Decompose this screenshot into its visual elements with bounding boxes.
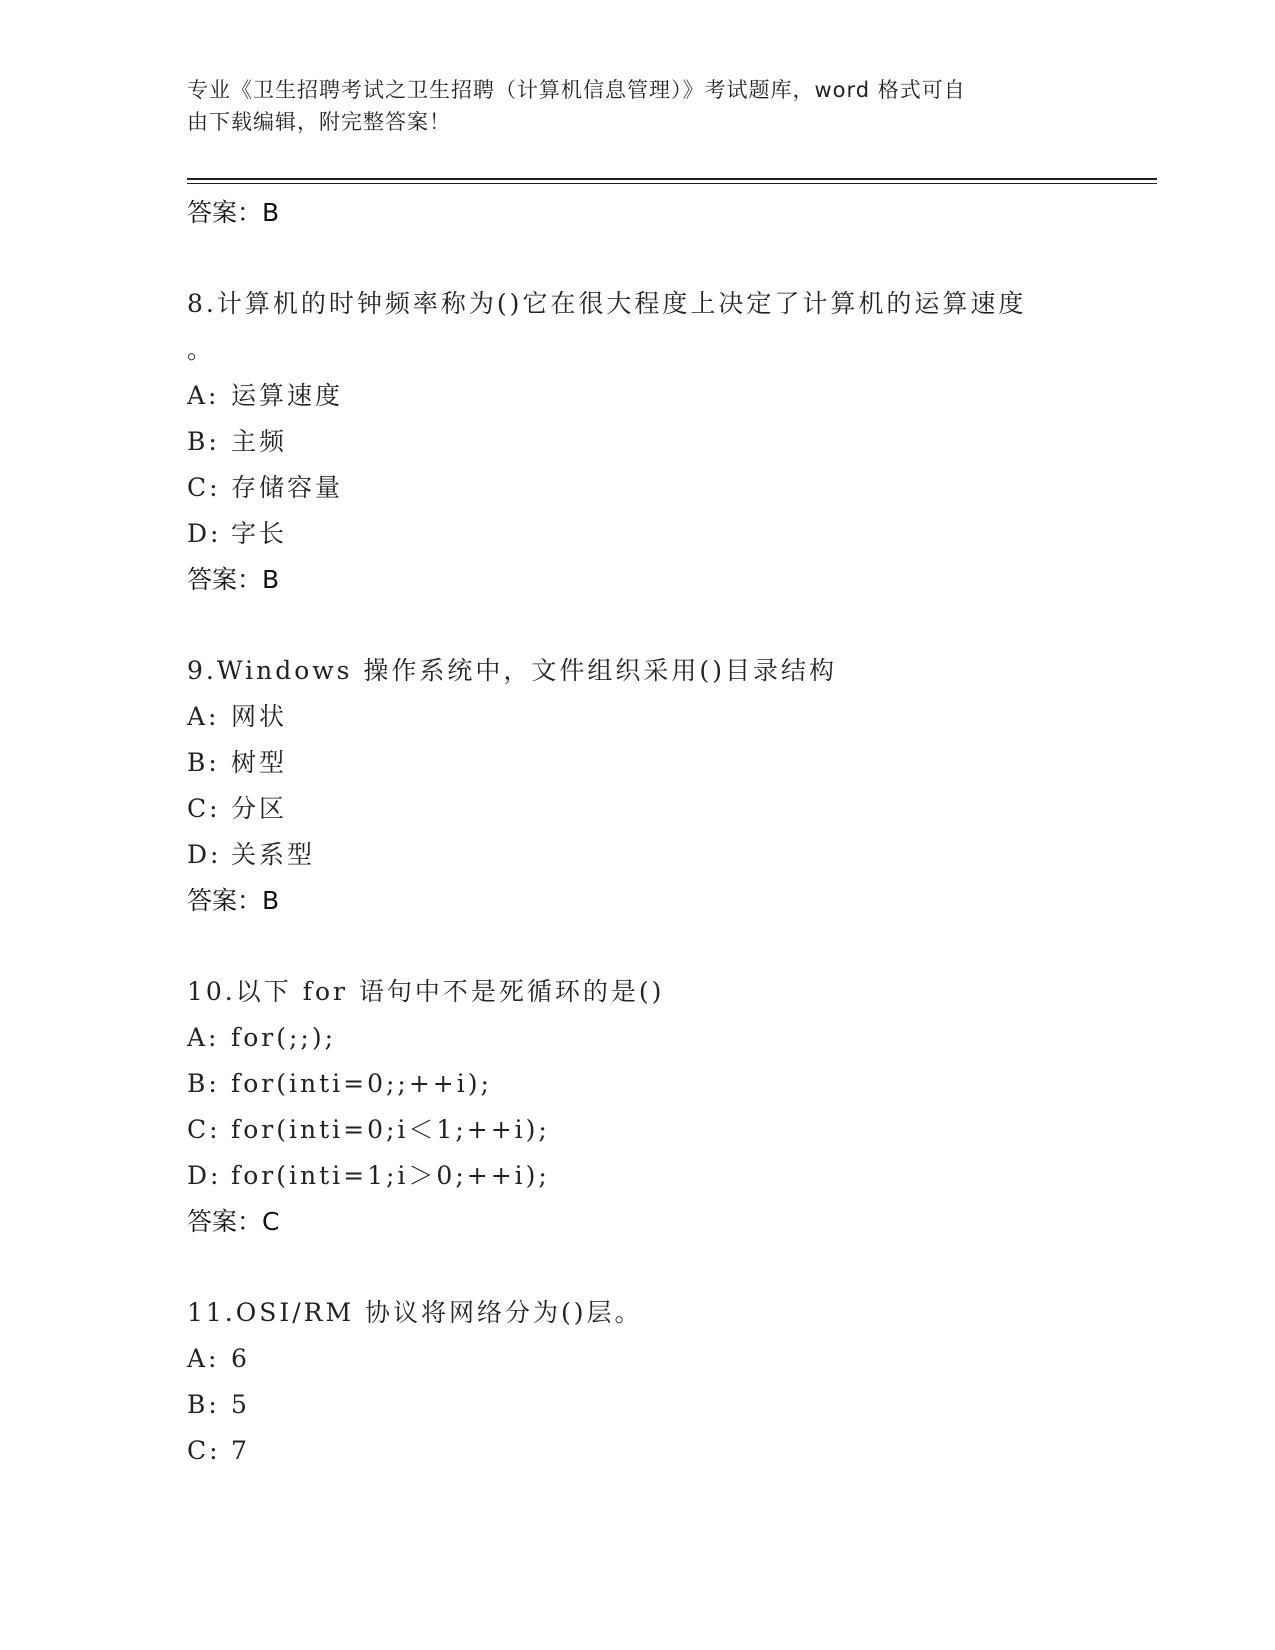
option-letter: C: xyxy=(187,1115,221,1144)
option-d xyxy=(187,1153,1107,1199)
option-letter: A: xyxy=(187,1344,220,1373)
document-header xyxy=(187,74,1077,138)
option-c xyxy=(187,1107,1107,1153)
answer: 答案：B xyxy=(187,565,280,594)
answer: 答案：C xyxy=(187,1207,280,1236)
option-letter: A: xyxy=(187,702,220,731)
spacer xyxy=(187,603,1107,648)
option-letter: C: xyxy=(187,1436,221,1465)
option-a xyxy=(187,694,1107,740)
option-text: 运算速度 xyxy=(231,381,344,410)
option-d xyxy=(187,832,1107,878)
option-c xyxy=(187,786,1107,832)
option-letter: A: xyxy=(187,381,220,410)
option-text: 5 xyxy=(231,1390,250,1419)
option-letter: C: xyxy=(187,794,221,823)
question-stem: 11.OSI/RM 协议将网络分为()层。 xyxy=(187,1298,643,1327)
option-text: for(inti=0;;++i); xyxy=(231,1069,492,1098)
spacer xyxy=(187,924,1107,969)
option-a xyxy=(187,1015,1107,1061)
option-d xyxy=(187,511,1107,557)
header-rule-thick xyxy=(187,178,1157,180)
header-line-1: 专业《卫生招聘考试之卫生招聘（计算机信息管理）》考试题库，word 格式可自 xyxy=(187,78,966,102)
answer-previous: 答案：B xyxy=(187,198,280,227)
option-text: 6 xyxy=(231,1344,250,1373)
question-list xyxy=(187,190,1107,1474)
option-text: for(inti=0;i＜1;++i); xyxy=(231,1115,550,1144)
option-text: 网状 xyxy=(231,702,288,731)
option-b xyxy=(187,740,1107,786)
question-stem: 8.计算机的时钟频率称为()它在很大程度上决定了计算机的运算速度 xyxy=(187,289,1027,318)
answer: 答案：B xyxy=(187,886,280,915)
option-letter: B: xyxy=(187,1069,220,1098)
option-letter: C: xyxy=(187,473,221,502)
option-c xyxy=(187,465,1107,511)
option-letter: B: xyxy=(187,1390,220,1419)
option-letter: A: xyxy=(187,1023,220,1052)
option-text: 关系型 xyxy=(231,840,316,869)
option-text: 存储容量 xyxy=(231,473,344,502)
option-a xyxy=(187,373,1107,419)
option-b xyxy=(187,1061,1107,1107)
option-c xyxy=(187,1428,1107,1474)
spacer xyxy=(187,236,1107,281)
question-stem: 10.以下 for 语句中不是死循环的是() xyxy=(187,977,665,1006)
question-10 xyxy=(187,969,1107,1245)
question-8 xyxy=(187,281,1107,603)
question-11 xyxy=(187,1290,1107,1474)
option-b xyxy=(187,419,1107,465)
option-letter: B: xyxy=(187,748,220,777)
option-letter: D: xyxy=(187,840,222,869)
option-letter: D: xyxy=(187,1161,222,1190)
option-b xyxy=(187,1382,1107,1428)
option-letter: B: xyxy=(187,427,220,456)
option-text: 树型 xyxy=(231,748,288,777)
option-text: 字长 xyxy=(231,519,288,548)
option-text: 分区 xyxy=(231,794,288,823)
option-a xyxy=(187,1336,1107,1382)
spacer xyxy=(187,1245,1107,1290)
header-line-2: 由下载编辑，附完整答案！ xyxy=(187,110,451,134)
question-stem-continued: 。 xyxy=(187,335,216,364)
header-rule-thin xyxy=(187,183,1157,184)
option-letter: D: xyxy=(187,519,222,548)
question-stem: 9.Windows 操作系统中，文件组织采用()目录结构 xyxy=(187,656,837,685)
option-text: 7 xyxy=(231,1436,250,1465)
option-text: 主频 xyxy=(231,427,288,456)
option-text: for(;;); xyxy=(231,1023,337,1052)
question-9 xyxy=(187,648,1107,924)
option-text: for(inti=1;i＞0;++i); xyxy=(231,1161,550,1190)
